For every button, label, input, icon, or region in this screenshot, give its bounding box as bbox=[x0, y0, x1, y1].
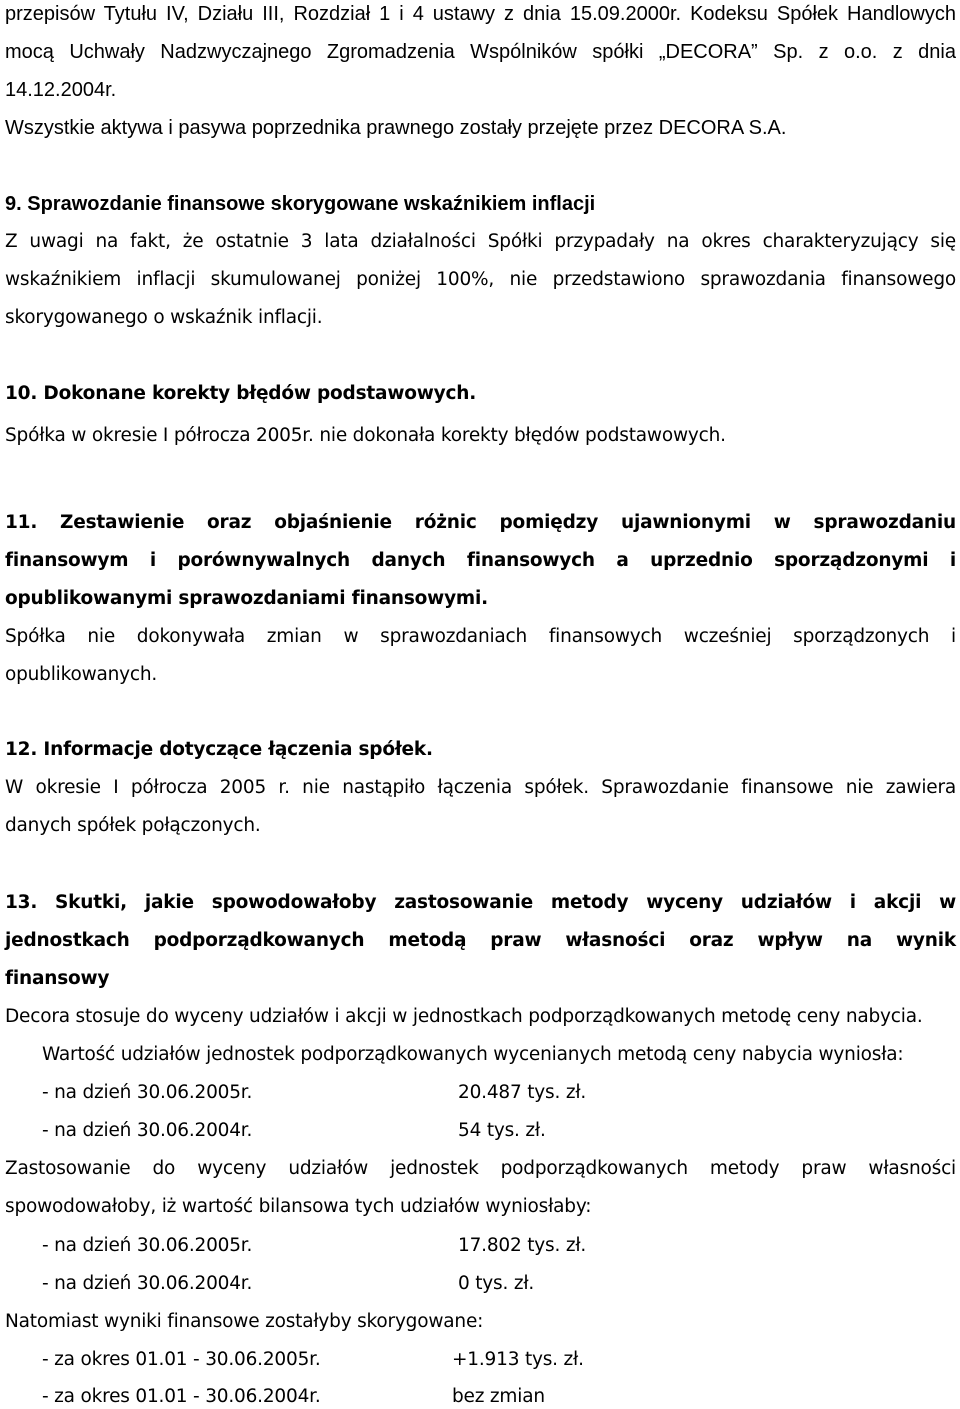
value-row-label: - na dzień 30.06.2005r. bbox=[42, 1082, 253, 1103]
section-11-heading-2: finansowym i porównywalnych danych finansowych a uprzednio sporządzonymi i bbox=[5, 550, 956, 571]
section-12-text-2: danych spółek połączonych. bbox=[5, 815, 261, 836]
intro-line-3: 14.12.2004r. bbox=[5, 79, 117, 101]
value-row-amount: 20.487 tys. zł. bbox=[458, 1082, 587, 1103]
section-10-text: Spółka w okresie I półrocza 2005r. nie dokonała korekty błędów podstawowych. bbox=[5, 425, 726, 446]
section-11-heading-3: opublikowanymi sprawozdaniami finansowymi. bbox=[5, 588, 488, 609]
section-9-heading: 9. Sprawozdanie finansowe skorygowane wskaźnikiem inflacji bbox=[5, 193, 596, 215]
value-row-label: - na dzień 30.06.2004r. bbox=[42, 1273, 253, 1294]
value-row-amount: 54 tys. zł. bbox=[458, 1120, 546, 1141]
section-13-text-2: Wartość udziałów jednostek podporządkowanych wycenianych metodą ceny nabycia wyniosła: bbox=[42, 1044, 904, 1065]
section-13-text-1: Decora stosuje do wyceny udziałów i akcji w jednostkach podporządkowanych metodę ceny nabycia. bbox=[5, 1006, 923, 1027]
section-9-text-2: wskaźnikiem inflacji skumulowanej poniżej 100%, nie przedstawiono sprawozdania finansowego bbox=[5, 269, 956, 290]
section-11-text-2: opublikowanych. bbox=[5, 664, 158, 685]
section-12-heading: 12. Informacje dotyczące łączenia spółek. bbox=[5, 739, 433, 760]
value-row-label: - za okres 01.01 - 30.06.2004r. bbox=[42, 1386, 321, 1407]
value-row-amount: 17.802 tys. zł. bbox=[458, 1235, 587, 1256]
section-11-heading-1: 11. Zestawienie oraz objaśnienie różnic pomiędzy ujawnionymi w sprawozdaniu bbox=[5, 512, 956, 533]
section-13-text-4: spowodowałoby, iż wartość bilansowa tych udziałów wyniosłaby: bbox=[5, 1196, 592, 1217]
section-13-heading-2: jednostkach podporządkowanych metodą praw własności oraz wpływ na wynik bbox=[5, 930, 956, 951]
value-row-amount: +1.913 tys. zł. bbox=[452, 1349, 584, 1370]
section-12-text-1: W okresie I półrocza 2005 r. nie nastąpiło łączenia spółek. Sprawozdanie finansowe nie zawiera bbox=[5, 777, 956, 798]
value-row-label: - na dzień 30.06.2004r. bbox=[42, 1120, 253, 1141]
section-9-text-3: skorygowanego o wskaźnik inflacji. bbox=[5, 307, 323, 328]
intro-line-1: przepisów Tytułu IV, Działu III, Rozdział 1 i 4 ustawy z dnia 15.09.2000r. Kodeksu Spółek Handlowych bbox=[5, 3, 956, 25]
value-row-label: - za okres 01.01 - 30.06.2005r. bbox=[42, 1349, 321, 1370]
value-row-amount: bez zmian bbox=[452, 1386, 545, 1407]
section-13-text-3: Zastosowanie do wyceny udziałów jednostek podporządkowanych metody praw własności bbox=[5, 1158, 956, 1179]
section-13-heading-3: finansowy bbox=[5, 968, 110, 989]
section-10-heading: 10. Dokonane korekty błędów podstawowych. bbox=[5, 383, 477, 404]
section-9-text-1: Z uwagi na fakt, że ostatnie 3 lata działalności Spółki przypadały na okres charakteryzujący się bbox=[5, 231, 956, 252]
intro-line-4: Wszystkie aktywa i pasywa poprzednika prawnego zostały przejęte przez DECORA S.A. bbox=[5, 117, 787, 139]
section-11-text-1: Spółka nie dokonywała zmian w sprawozdaniach finansowych wcześniej sporządzonych i bbox=[5, 626, 956, 647]
value-row-label: - na dzień 30.06.2005r. bbox=[42, 1235, 253, 1256]
value-row-amount: 0 tys. zł. bbox=[458, 1273, 535, 1294]
section-13-heading-1: 13. Skutki, jakie spowodowałoby zastosowanie metody wyceny udziałów i akcji w bbox=[5, 892, 956, 913]
intro-line-2: mocą Uchwały Nadzwyczajnego Zgromadzenia Wspólników spółki „DECORA” Sp. z o.o. z dnia bbox=[5, 41, 956, 63]
section-13-text-5: Natomiast wyniki finansowe zostałyby skorygowane: bbox=[5, 1311, 484, 1332]
